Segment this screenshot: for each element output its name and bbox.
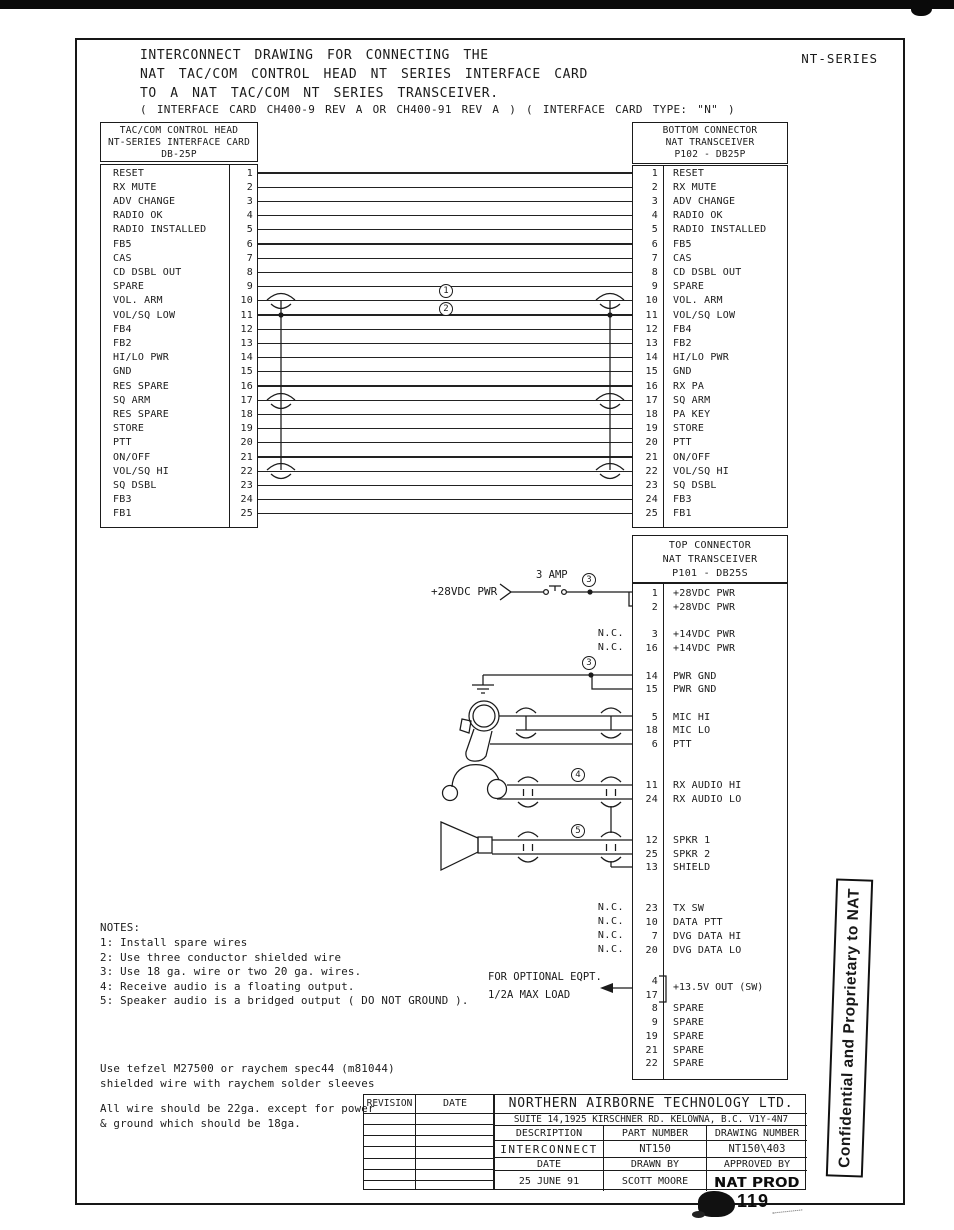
pin-number: 21	[645, 1044, 658, 1056]
pin-label: FB1	[113, 508, 132, 520]
pin-number: 23	[645, 479, 658, 491]
pin-number: 24	[645, 793, 658, 805]
pin-number: 2	[651, 602, 658, 613]
pin-label: RX AUDIO LO	[673, 793, 742, 805]
pin-label: FB3	[673, 494, 692, 506]
pin-label: ON/OFF	[673, 451, 711, 463]
nc-label: N.C.	[597, 916, 624, 928]
nc-label: N.C.	[597, 929, 624, 941]
pin-label: RADIO INSTALLED	[113, 224, 207, 236]
pin-label: +28VDC PWR	[673, 602, 736, 613]
revision-row	[364, 1180, 493, 1192]
pin-label: RADIO INSTALLED	[673, 224, 767, 236]
pin-number: 24	[645, 494, 658, 506]
pin-label: RX MUTE	[113, 181, 157, 193]
pin-label: SQ DSBL	[113, 479, 157, 491]
pin-number: 25	[240, 508, 253, 520]
pin-label: FB4	[113, 323, 132, 335]
series-label: NT-SERIES	[801, 51, 878, 66]
pin-label: FB5	[673, 238, 692, 250]
speaker-wires	[492, 832, 632, 867]
pin-number: 23	[240, 479, 253, 491]
pin-number: 19	[645, 1030, 658, 1042]
pin-number: 24	[240, 494, 253, 506]
pin-number: 10	[645, 917, 658, 929]
ground-icon	[472, 675, 494, 693]
pin-number: 15	[645, 366, 658, 378]
pin-number: 1	[651, 167, 658, 179]
left-shielded-group	[267, 294, 295, 479]
pin-label: SPKR 2	[673, 848, 711, 860]
description-header: DESCRIPTION	[495, 1125, 603, 1140]
pin-number: 9	[651, 281, 658, 293]
pin-number: 11	[645, 780, 658, 792]
ground-wire	[472, 672, 632, 693]
note-ref-2: 2	[439, 302, 453, 316]
pin-number: 18	[645, 725, 658, 737]
pin-number: 21	[645, 451, 658, 463]
note-ref-3a: 3	[582, 573, 596, 587]
pin-label: +14VDC PWR	[673, 629, 736, 641]
pin-number: 25	[645, 508, 658, 520]
pin-label: VOL/SQ LOW	[113, 309, 176, 321]
pin-label: +28VDC PWR	[673, 588, 736, 600]
pin-number: 17	[240, 394, 253, 406]
revision-table	[363, 1094, 494, 1190]
pin-number: 12	[645, 323, 658, 335]
pin-label: MIC HI	[673, 711, 711, 723]
pin-label: RES SPARE	[113, 380, 169, 392]
pin-label: PTT	[113, 437, 132, 449]
pin-number: 14	[240, 352, 253, 364]
approved-by-header: APPROVED BY	[706, 1157, 807, 1170]
pin-number: 18	[240, 408, 253, 420]
confidential-stamp-text: Confidential and Proprietary to NAT	[835, 887, 863, 1169]
nc-label: N.C.	[597, 902, 624, 914]
pin-label: STORE	[113, 423, 145, 435]
pin-number: 5	[246, 224, 253, 236]
pin-number: 13	[240, 337, 253, 349]
left-connector-header-line: NT-SERIES INTERFACE CARD	[107, 137, 251, 148]
pin-label: GND	[673, 366, 692, 378]
pin-number: 1	[651, 588, 658, 600]
fuse-rating-label: 3 AMP	[536, 569, 568, 581]
part-number-value: NT150	[603, 1140, 706, 1157]
pin-label: FB1	[673, 508, 692, 520]
pin-label: DATA PTT	[673, 917, 723, 929]
title-line-2: NAT TAC/COM CONTROL HEAD NT SERIES INTERFACE CARD	[140, 67, 588, 82]
pin-number: 21	[240, 451, 253, 463]
pin-label: RADIO OK	[673, 210, 723, 222]
approved-by-stamp-cell	[706, 1170, 807, 1191]
pin-number: 6	[246, 238, 253, 250]
pin-label: SPARE	[673, 281, 705, 293]
pin-number: 19	[240, 423, 253, 435]
pin-number: 20	[645, 437, 658, 449]
note-item: 5: Speaker audio is a bridged output ( DO NOT GROUND ).	[100, 994, 469, 1007]
pin-number: 5	[651, 711, 658, 723]
pin-number: 20	[240, 437, 253, 449]
pin-label: SPARE	[673, 1044, 705, 1056]
ink-smudge	[692, 1211, 705, 1218]
pin-label: RADIO OK	[113, 210, 163, 222]
power-input-label: +28VDC PWR	[431, 585, 498, 598]
nc-label: N.C.	[597, 943, 624, 955]
pin-number: 15	[240, 366, 253, 378]
headset-icon	[443, 765, 507, 801]
pin-label: VOL/SQ LOW	[673, 309, 736, 321]
pin-number: 12	[645, 834, 658, 846]
note-ref-4: 4	[571, 768, 585, 782]
pin-label: SPKR 1	[673, 834, 711, 846]
pin-number: 3	[246, 195, 253, 207]
pin-label: SQ DSBL	[673, 479, 717, 491]
note-ref-3b: 3	[582, 656, 596, 670]
connector-chevron-icon	[500, 584, 511, 600]
pin-label: FB5	[113, 238, 132, 250]
pin-label: SPARE	[673, 1030, 705, 1042]
pin-label: +14VDC PWR	[673, 643, 736, 655]
pin-label: DVG DATA LO	[673, 944, 742, 956]
wire-spec-line: shielded wire with raychem solder sleeves	[100, 1077, 375, 1090]
description-value: INTERCONNECT	[495, 1140, 603, 1157]
date-header: DATE	[495, 1157, 603, 1170]
pin-number: 17	[645, 989, 658, 1001]
pin-label: FB4	[673, 323, 692, 335]
pin-label: CAS	[113, 252, 132, 264]
title-line-3: TO A NAT TAC/COM NT SERIES TRANSCEIVER.	[140, 86, 499, 101]
pin-label: ON/OFF	[113, 451, 151, 463]
pin-label: VOL/SQ HI	[673, 465, 729, 477]
pin-number: 8	[246, 266, 253, 278]
revision-date-header: DATE	[442, 1098, 468, 1109]
pin-number: 15	[645, 684, 658, 696]
drawing-number-value: NT150\403	[706, 1140, 807, 1157]
pin-number: 3	[651, 195, 658, 207]
pin-label: HI/LO PWR	[673, 352, 729, 364]
pin-label: RX MUTE	[673, 181, 717, 193]
pin-label: VOL. ARM	[673, 295, 723, 307]
pin-label: PTT	[673, 739, 692, 750]
pin-label: GND	[113, 366, 132, 378]
pin-number: 14	[645, 670, 658, 682]
top-connector-header-line: P101 - DB25S	[672, 568, 748, 579]
pin-label: STORE	[673, 423, 705, 435]
left-connector-header-line: DB-25P	[161, 149, 197, 160]
bottom-connector-header-line: NAT TRANSCEIVER	[665, 137, 755, 148]
pin-number: 10	[645, 295, 658, 307]
pin-number: 20	[645, 944, 658, 956]
drawn-by-header: DRAWN BY	[603, 1157, 706, 1170]
pin-label: SPARE	[673, 1058, 705, 1070]
speaker-icon	[441, 822, 492, 870]
left-connector-header-line: TAC/COM CONTROL HEAD	[119, 125, 239, 136]
pin-number: 13	[645, 862, 658, 874]
company-address: SUITE 14,1925 KIRSCHNER RD. KELOWNA, B.C. V1Y-4N7	[495, 1113, 807, 1125]
notes-heading: NOTES:	[100, 921, 141, 934]
company-name: NORTHERN AIRBORNE TECHNOLOGY LTD.	[508, 1096, 794, 1111]
pin-label: DVG DATA HI	[673, 930, 742, 942]
pin-number: 22	[240, 465, 253, 477]
pin-label: VOL. ARM	[113, 295, 163, 307]
mic-wires	[490, 708, 632, 744]
pin-label: VOL/SQ HI	[113, 465, 169, 477]
bottom-connector-header-line: BOTTOM CONNECTOR	[662, 125, 758, 136]
pin-number: 25	[645, 848, 658, 860]
pin-label: RX PA	[673, 380, 705, 392]
pin-label: SPARE	[673, 1003, 705, 1015]
drawn-by-value: SCOTT MOORE	[603, 1170, 706, 1191]
pin-label: FB2	[113, 337, 132, 349]
note-item: 3: Use 18 ga. wire or two 20 ga. wires.	[100, 965, 362, 978]
pin-label: SQ ARM	[113, 394, 151, 406]
right-shielded-group	[596, 294, 624, 479]
pin-label: PWR GND	[673, 670, 717, 682]
pin-label: MIC LO	[673, 725, 711, 737]
pin-number: 17	[645, 394, 658, 406]
pin-number: 22	[645, 465, 658, 477]
pin-number: 7	[246, 252, 253, 264]
pin-number: 16	[240, 380, 253, 392]
title-block	[494, 1094, 806, 1190]
pin-label: ADV CHANGE	[673, 195, 736, 207]
pin-number: 8	[651, 1003, 658, 1015]
pin-label: SHIELD	[673, 862, 711, 874]
pin-label: TX SW	[673, 903, 705, 915]
pin-number: 16	[645, 380, 658, 392]
wire-spec-line: Use tefzel M27500 or raychem spec44 (m81044)	[100, 1062, 395, 1075]
pin-label: SQ ARM	[673, 394, 711, 406]
pin-label: CD DSBL OUT	[673, 266, 742, 278]
drawing-number-header: DRAWING NUMBER	[706, 1125, 807, 1140]
pin-number: 7	[651, 930, 658, 942]
pin-number: 11	[645, 309, 658, 321]
pin-number: 2	[246, 181, 253, 193]
pin-label: SPARE	[673, 1017, 705, 1029]
pin-number: 12	[240, 323, 253, 335]
pin-number: 11	[240, 309, 253, 321]
part-number-header: PART NUMBER	[603, 1125, 706, 1140]
note-item: 1: Install spare wires	[100, 936, 248, 949]
pin-number: 4	[651, 210, 658, 222]
pin-number: 9	[246, 281, 253, 293]
note-ref-1: 1	[439, 284, 453, 298]
pin-label: HI/LO PWR	[113, 352, 169, 364]
pin-number: 6	[651, 739, 658, 750]
optional-eqpt-label-1: FOR OPTIONAL EQPT.	[488, 971, 602, 983]
pin-label: RES SPARE	[113, 408, 169, 420]
pin-label: CAS	[673, 252, 692, 264]
revision-header: REVISION	[366, 1098, 413, 1109]
gauge-spec-line: & ground which should be 18ga.	[100, 1117, 302, 1130]
pins-4-17-bracket	[659, 976, 666, 1002]
pin-number: 8	[651, 266, 658, 278]
top-connector-header-line: NAT TRANSCEIVER	[662, 554, 758, 565]
bottom-connector-header-line: P102 - DB25P	[674, 149, 746, 160]
pin-number: 14	[645, 352, 658, 364]
pin-label: PA KEY	[673, 408, 711, 420]
pin-label: PTT	[673, 437, 692, 449]
optional-eqpt-arrow	[600, 983, 632, 993]
pin-number: 19	[645, 423, 658, 435]
mic-icon	[460, 701, 499, 761]
power-wire	[500, 584, 632, 606]
pin-number: 4	[651, 976, 658, 987]
pin-label: FB2	[673, 337, 692, 349]
nat-prod-stamp: NAT PROD	[714, 1174, 800, 1191]
pin-label: PWR GND	[673, 684, 717, 696]
gauge-spec-line: All wire should be 22ga. except for power	[100, 1102, 375, 1115]
pin-number: 9	[651, 1017, 658, 1029]
pin-label: CD DSBL OUT	[113, 266, 182, 278]
pin-number: 4	[246, 210, 253, 222]
pin-number: 10	[240, 295, 253, 307]
pin-label: SPARE	[113, 281, 145, 293]
nc-label: N.C.	[597, 628, 624, 640]
pin-label: ADV CHANGE	[113, 195, 176, 207]
pin-label: RESET	[673, 167, 705, 179]
page-number: 119	[737, 1191, 770, 1211]
pin-number: 2	[651, 181, 658, 193]
note-ref-5: 5	[571, 824, 585, 838]
title-line-4: ( INTERFACE CARD CH400-9 REV A OR CH400-91 REV A ) ( INTERFACE CARD TYPE: "N" )	[140, 103, 735, 116]
pin-label: RX AUDIO HI	[673, 780, 742, 792]
optional-eqpt-label-2: 1/2A MAX LOAD	[488, 989, 571, 1001]
pin-number: 6	[651, 238, 658, 250]
pin-number: 16	[645, 643, 658, 655]
pin-number: 22	[645, 1058, 658, 1070]
pin-number: 13	[645, 337, 658, 349]
pin-number: 3	[651, 629, 658, 641]
title-line-1: INTERCONNECT DRAWING FOR CONNECTING THE	[140, 48, 489, 63]
note-item: 4: Receive audio is a floating output.	[100, 979, 355, 993]
nc-label: N.C.	[597, 642, 624, 654]
13v-out-label: +13.5V OUT (SW)	[673, 982, 764, 993]
date-value: 25 JUNE 91	[495, 1170, 603, 1191]
pin-label: RESET	[113, 167, 145, 179]
pin-number: 23	[645, 903, 658, 915]
pin-number: 1	[246, 167, 253, 179]
rx-audio-wires	[497, 777, 632, 833]
top-connector-header-line: TOP CONNECTOR	[668, 540, 752, 551]
fuse-icon	[544, 586, 567, 594]
pin-label: FB3	[113, 494, 132, 506]
note-item: 2: Use three conductor shielded wire	[100, 950, 342, 964]
pin-number: 5	[651, 224, 658, 236]
pin-number: 18	[645, 408, 658, 420]
pin-number: 7	[651, 252, 658, 264]
